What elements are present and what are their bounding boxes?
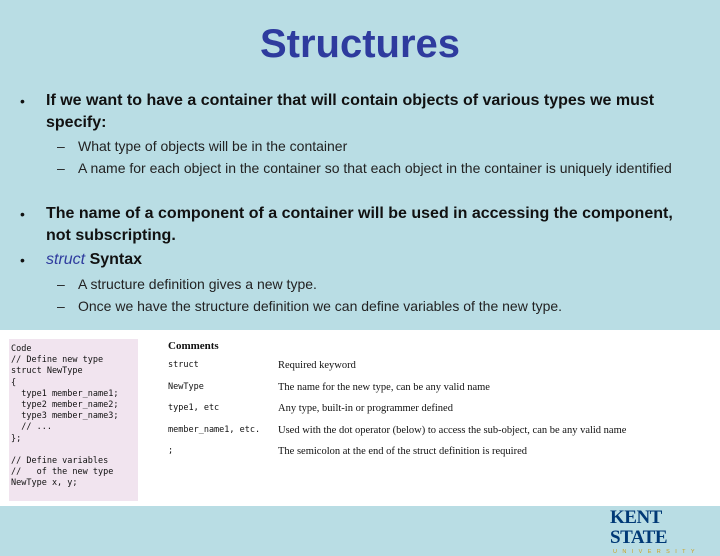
code-line: // Define new type	[11, 355, 104, 366]
code-line: Code	[11, 344, 32, 354]
bullet-item	[20, 249, 700, 271]
table-row	[168, 446, 716, 468]
kent-state-logo	[610, 507, 718, 555]
bullet-text: The name of a component of a container will be used in accessing the component, not subscripting.	[46, 205, 673, 244]
table-cell-code: NewType	[168, 381, 204, 392]
code-line: // Define variables	[11, 456, 109, 467]
bullet-symbol: •	[20, 93, 25, 109]
bullet-item	[20, 90, 700, 134]
table-cell-comment: The name for the new type, can be any valid name	[278, 381, 490, 393]
code-sample	[9, 339, 138, 501]
table-cell-comment: Any type, built-in or programmer defined	[278, 403, 453, 414]
syntax-comments-table	[168, 340, 716, 468]
code-line: type3 member_name3;	[11, 411, 119, 422]
table-cell-comment: Used with the dot operator (below) to access the sub-object, can be any valid name	[278, 424, 627, 436]
sub-bullet-item	[57, 296, 697, 316]
logo-wordmark: KENT STATE	[610, 507, 667, 548]
bullet-symbol: •	[20, 252, 25, 268]
sub-bullet-item	[57, 158, 697, 178]
code-line: // of the new type	[11, 467, 114, 478]
code-line: // ...	[11, 422, 52, 433]
sub-bullet-item	[57, 274, 697, 294]
table-cell-comment: Required keyword	[278, 360, 356, 371]
code-line: {	[11, 377, 17, 388]
table-row	[168, 360, 716, 382]
table-cell-code: ;	[168, 446, 174, 456]
bullet-text: Syntax	[85, 251, 143, 268]
code-line: type2 member_name2;	[11, 400, 119, 411]
sub-bullet-symbol: –	[57, 276, 65, 292]
table-cell-code: member_name1, etc.	[168, 424, 261, 435]
table-cell-comment: The semicolon at the end of the struct definition is required	[278, 446, 528, 457]
table-row	[168, 403, 716, 425]
code-line: NewType x, y;	[11, 478, 78, 489]
table-header: Comments	[168, 340, 219, 352]
sub-bullet-text: A name for each object in the container so that each object in the container is uniquely identified	[78, 160, 672, 176]
code-line: };	[11, 433, 22, 444]
table-cell-code: struct	[168, 360, 199, 370]
bullet-symbol: •	[20, 206, 25, 222]
sub-bullet-text: A structure definition gives a new type.	[78, 276, 317, 292]
code-line: type1 member_name1;	[11, 388, 119, 399]
code-line: struct NewType	[11, 366, 83, 377]
struct-keyword: struct	[46, 251, 86, 268]
sub-bullet-text: Once we have the structure definition we can define variables of the new type.	[78, 298, 563, 314]
sub-bullet-symbol: –	[57, 138, 65, 154]
logo-subtitle: UNIVERSITY	[613, 549, 701, 555]
bullet-text: If we want to have a container that will contain objects of various types we must specify:	[46, 92, 655, 131]
bullet-item	[20, 203, 700, 247]
sub-bullet-item	[57, 136, 697, 156]
sub-bullet-symbol: –	[57, 298, 65, 314]
sub-bullet-text: What type of objects will be in the container	[78, 138, 348, 154]
table-cell-code: type1, etc	[168, 403, 220, 413]
table-row	[168, 382, 716, 404]
slide-title: Structures	[259, 22, 461, 66]
sub-bullet-symbol: –	[57, 160, 65, 176]
table-row	[168, 425, 716, 447]
